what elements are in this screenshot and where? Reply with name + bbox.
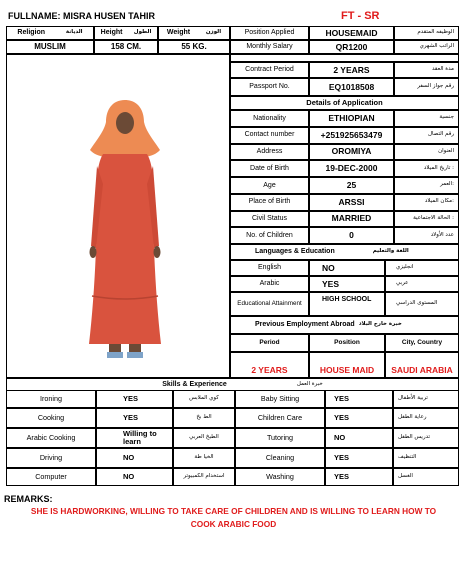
form-code: FT - SR [341,10,380,22]
detail-label: Place of Birth [230,194,309,211]
language-value: NO [309,260,385,276]
weight-label [158,26,230,40]
right-row-label: Passport No. [230,78,309,96]
skill-right-value: YES [325,390,393,408]
detail-arabic: العمر: [394,177,459,194]
right-row-value: QR1200 [309,40,394,54]
skill-right-label: Cleaning [235,448,325,468]
detail-label: Civil Status [230,211,309,228]
weight-label-en: Weight [166,29,191,37]
remarks-line-2: COOK ARABIC FOOD [190,519,277,529]
skill-right-label: Baby Sitting [235,390,325,408]
previous-city-value: SAUDI ARABIA [385,352,459,378]
previous-period-value: 2 YEARS [230,352,309,378]
detail-value: 25 [309,177,394,194]
skill-left-arabic: كوي الملابس [173,390,235,408]
skill-left-value: YES [96,390,173,408]
remarks-label: REMARKS: [4,494,53,504]
right-row-arabic: الراتب الشهري [394,40,459,54]
detail-arabic: عدد الأولاد [394,227,459,244]
languages-title-ar: اللغة والتعليم [372,248,409,255]
height-label [94,26,158,40]
language-label: English [230,260,309,276]
detail-value: 0 [309,227,394,244]
language-arabic: المستوى الدراسي [385,292,459,316]
detail-value: ETHIOPIAN [309,110,394,127]
skill-right-label: Children Care [235,408,325,428]
language-arabic: انجليزي [385,260,459,276]
skill-right-arabic: رعاية الطفل [393,408,459,428]
previous-period-header: Period [230,334,309,352]
right-row-value: HOUSEMAID [309,26,394,40]
detail-arabic: العنوان [394,144,459,161]
previous-title-en: Previous Employment Abroad [255,321,355,329]
fullname-title: FULLNAME: MISRA HUSEN TAHIR [8,11,155,21]
detail-label: Contact number [230,127,309,144]
skill-right-value: YES [325,468,393,486]
skill-left-value: YES [96,408,173,428]
skill-right-label: Washing [235,468,325,486]
right-row-value: EQ1018508 [309,78,394,96]
skill-right-value: NO [325,428,393,448]
right-row-arabic: الوظيفه المتقدم [394,26,459,40]
skill-right-value: YES [325,408,393,428]
languages-title [230,244,459,260]
detail-label: Date of Birth [230,160,309,177]
right-spacer [230,54,459,62]
skills-title-en: Skills & Experience [162,380,227,388]
applicant-photo [85,96,165,364]
remarks-line-1: SHE IS HARDWORKING, WILLING TO TAKE CARE OF CHILDREN AND IS WILLING TO LEARN HOW TO [30,506,437,516]
language-value: HIGH SCHOOL [309,292,385,316]
language-arabic: عربي [385,276,459,292]
skill-left-label: Cooking [6,408,96,428]
language-label: Arabic [230,276,309,292]
detail-label: Age [230,177,309,194]
previous-city-header: City, Country [385,334,459,352]
detail-arabic: رقم التصال [394,127,459,144]
skills-title-ar: خبرة العمل [296,380,323,387]
right-row-label: Contract Period [230,62,309,78]
detail-label: No. of Children [230,227,309,244]
skill-left-value: NO [96,468,173,486]
right-row-arabic: رقم جواز السفر [394,78,459,96]
detail-value: OROMIYA [309,144,394,161]
detail-value: MARRIED [309,211,394,228]
language-label: Educational Attainment [230,292,309,316]
right-row-label: Monthly Salary [230,40,309,54]
skill-left-label: Ironing [6,390,96,408]
skill-left-label: Computer [6,468,96,486]
skill-left-arabic: استخدام الكمبيوتر [173,468,235,486]
height-label-en: Height [100,29,123,37]
previous-employment-title [230,316,459,334]
right-row-value: 2 YEARS [309,62,394,78]
language-value: YES [309,276,385,292]
detail-value: +251925653479 [309,127,394,144]
religion-label [6,26,94,40]
weight-value: 55 KG. [158,40,230,54]
skill-left-value: NO [96,448,173,468]
skill-right-label: Tutoring [235,428,325,448]
skill-right-value: YES [325,448,393,468]
skill-left-label: Arabic Cooking [6,428,96,448]
languages-title-en: Languages & Education [255,248,335,256]
detail-arabic: الحالة الاجتماعية : [394,211,459,228]
skill-right-arabic: التنظيف [393,448,459,468]
height-value: 158 CM. [94,40,158,54]
skill-left-arabic: الط بخ [173,408,235,428]
skills-title [6,378,459,390]
skill-left-arabic: الطبخ العربي [173,428,235,448]
right-row-label: Position Applied [230,26,309,40]
previous-position-header: Position [309,334,385,352]
previous-title-ar: خبرة خارج البلاد [358,321,402,328]
skill-right-arabic: تربية الأطفال [393,390,459,408]
detail-value: 19-DEC-2000 [309,160,394,177]
detail-arabic: مكان الميلاد: [394,194,459,211]
skill-left-label: Driving [6,448,96,468]
detail-label: Nationality [230,110,309,127]
religion-label-ar: الديانة [65,29,83,36]
detail-arabic: تاريخ الميلاد : [394,160,459,177]
weight-label-ar: الوزن [205,29,222,36]
skill-left-value: Willing to learn [96,428,173,448]
previous-position-value: HOUSE MAID [309,352,385,378]
religion-label-en: Religion [17,29,46,37]
skill-left-arabic: الخيا طة [173,448,235,468]
skill-right-arabic: الغسل [393,468,459,486]
right-row-arabic: مدة العقد [394,62,459,78]
detail-arabic: جنسية [394,110,459,127]
height-label-ar: الطول [133,29,152,36]
religion-value: MUSLIM [6,40,94,54]
skill-right-arabic: تدريس الطفل [393,428,459,448]
detail-label: Address [230,144,309,161]
detail-value: ARSSI [309,194,394,211]
details-title: Details of Application [230,96,459,110]
